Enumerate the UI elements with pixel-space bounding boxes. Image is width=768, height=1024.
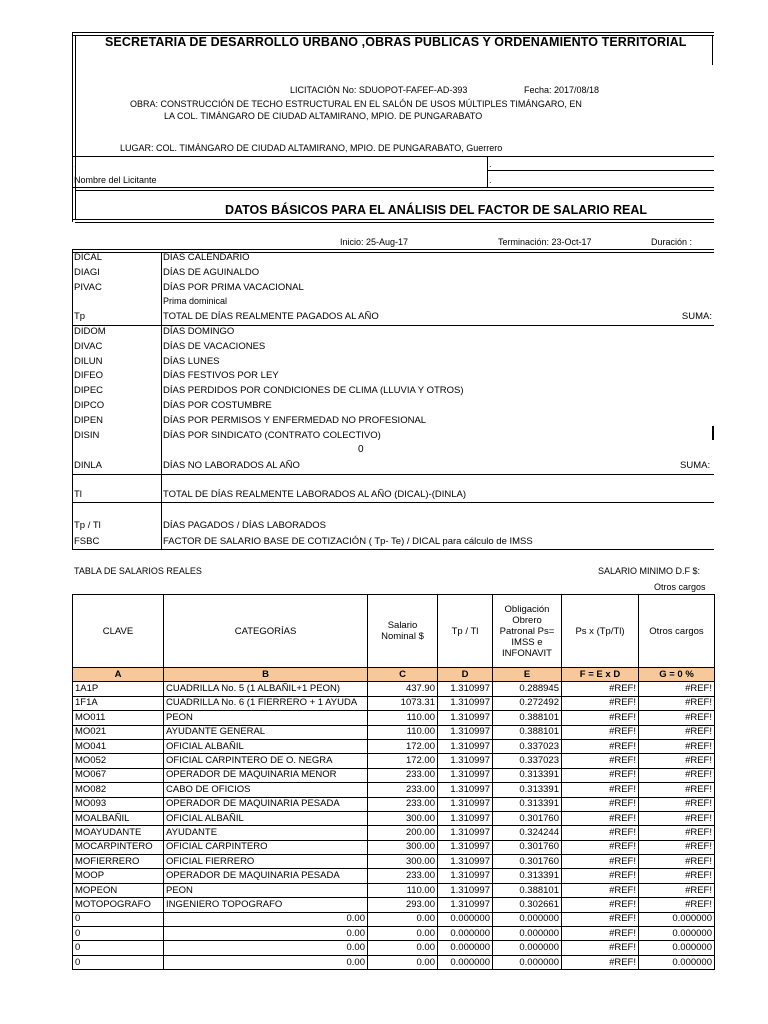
table-cell: 1.310997 [438, 754, 493, 768]
table-cell: MO093 [73, 797, 164, 811]
table-cell: PEON [164, 711, 368, 725]
table-row [73, 912, 715, 926]
table-cell: MOFIERRERO [73, 855, 164, 869]
tptl-key: Tp / Tl [74, 520, 101, 531]
table-row [73, 725, 715, 739]
table-cell: #REF! [562, 941, 639, 955]
table-cell: 1.310997 [438, 768, 493, 782]
salary-table [72, 594, 715, 970]
table-cell: OFICIAL FIERRERO [164, 855, 368, 869]
tl-key: Tl [74, 489, 82, 500]
table-cell: 0.00 [164, 912, 368, 926]
table-cell: 1.310997 [438, 840, 493, 854]
inicio-date: Inicio: 25-Aug-17 [340, 237, 409, 247]
table-cell: 0.00 [368, 912, 438, 926]
table-cell: 1.310997 [438, 711, 493, 725]
code-row: Tp TOTAL DE DÍAS REALMENTE PAGADOS AL AÑO SUMA: [74, 311, 712, 323]
dinla-desc: DÍAS NO LABORADOS AL AÑO [163, 460, 300, 471]
table-row [73, 898, 715, 912]
table-cell: 0.000000 [438, 927, 493, 941]
table-cell: 1.310997 [438, 797, 493, 811]
secretaria-title: SECRETARIA DE DESARROLLO URBANO ,OBRAS PUBLICAS Y ORDENAMIENTO TERRITORIAL [105, 35, 687, 49]
table-cell: #REF! [562, 797, 639, 811]
header-salario: Salario Nominal $ [368, 595, 438, 668]
table-cell: OPERADOR DE MAQUINARIA PESADA [164, 869, 368, 883]
table-cell: AYUDANTE [164, 826, 368, 840]
code-row: DIPEC DÍAS PERDIDOS POR CONDICIONES DE CLIMA (LLUVIA Y OTROS) [74, 385, 464, 397]
table-cell: 0.00 [164, 955, 368, 969]
table-cell: MOALBAÑIL [73, 811, 164, 825]
table-cell: 0.00 [368, 927, 438, 941]
table-cell: 0.301760 [493, 840, 562, 854]
table-cell: CUADRILLA No. 5 (1 ALBAÑIL+1 PEON) [164, 682, 368, 696]
table-cell: #REF! [562, 955, 639, 969]
table-cell: #REF! [562, 869, 639, 883]
header-otros: Otros cargos [639, 595, 715, 668]
table-row [73, 869, 715, 883]
table-cell: 0.000000 [639, 912, 715, 926]
table-cell: MO052 [73, 754, 164, 768]
table-cell: INGENIERO TOPOGRAFO [164, 898, 368, 912]
table-cell: 1073.31 [368, 696, 438, 710]
table-cell: #REF! [562, 754, 639, 768]
fsbc-desc: FACTOR DE SALARIO BASE DE COTIZACIÓN ( Tp- Te) / DICAL para cálculo de IMSS [163, 536, 533, 547]
table-row [73, 739, 715, 753]
table-cell: 0 [73, 941, 164, 955]
table-cell: #REF! [639, 855, 715, 869]
code-row: DIDOM DÍAS DOMINGO [74, 325, 235, 337]
table-cell: #REF! [639, 739, 715, 753]
table-row [73, 941, 715, 955]
table-row [73, 711, 715, 725]
table-cell: 233.00 [368, 768, 438, 782]
table-cell: 233.00 [368, 797, 438, 811]
table-cell: 0.388101 [493, 725, 562, 739]
table-cell: 1.310997 [438, 869, 493, 883]
table-cell: 1.310997 [438, 855, 493, 869]
dinla-suma: SUMA: [680, 460, 711, 471]
table-cell: 1.310997 [438, 739, 493, 753]
table-cell: 0.00 [164, 941, 368, 955]
table-cell: #REF! [639, 840, 715, 854]
table-cell: 1.310997 [438, 682, 493, 696]
table-cell: #REF! [562, 739, 639, 753]
code-row: DILUN DÍAS LUNES [74, 355, 220, 367]
table-cell: 300.00 [368, 840, 438, 854]
code-row: DIAGI DÍAS DE AGUINALDO [74, 266, 260, 278]
table-cell: #REF! [562, 927, 639, 941]
letters-row: A B C D E F = E x D G = 0 % [73, 668, 715, 682]
table-cell: 0.00 [368, 955, 438, 969]
obra-line-1: OBRA: CONSTRUCCIÓN DE TECHO ESTRUCTURAL EN EL SALÓN DE USOS MÚLTIPLES TIMÁNGARO, EN [130, 99, 582, 109]
header-clave: CLAVE [73, 595, 164, 668]
table-cell: 0.301760 [493, 855, 562, 869]
table-cell: 110.00 [368, 711, 438, 725]
table-cell: #REF! [639, 869, 715, 883]
otros-cargos-top: Otros cargos [654, 582, 706, 592]
table-cell: MO082 [73, 783, 164, 797]
table-cell: #REF! [562, 768, 639, 782]
table-cell: 233.00 [368, 783, 438, 797]
table-row [73, 783, 715, 797]
table-cell: #REF! [562, 811, 639, 825]
table-cell: OFICIAL ALBAÑIL [164, 739, 368, 753]
table-cell: 200.00 [368, 826, 438, 840]
table-cell: #REF! [639, 711, 715, 725]
table-cell: 110.00 [368, 725, 438, 739]
duracion-label: Duración : [651, 237, 693, 247]
table-cell: #REF! [562, 883, 639, 897]
header-obligacion: Obligación Obrero Patronal Ps= IMSS e INFONAVIT [493, 595, 562, 668]
table-cell: 0.000000 [639, 941, 715, 955]
table-cell: 172.00 [368, 739, 438, 753]
table-cell: 0.388101 [493, 711, 562, 725]
table-cell: 0.000000 [493, 912, 562, 926]
table-cell: 1.310997 [438, 783, 493, 797]
code-row: Prima dominical [163, 296, 228, 307]
table-cell: MOPEON [73, 883, 164, 897]
table-cell: MO041 [73, 739, 164, 753]
table-cell: 0.288945 [493, 682, 562, 696]
table-cell: 0.313391 [493, 768, 562, 782]
table-cell: 0.000000 [438, 941, 493, 955]
code-row: DICAL DÍAS CALENDARIO [74, 252, 250, 263]
table-cell: PEON [164, 883, 368, 897]
table-cell: #REF! [562, 783, 639, 797]
table-cell: 437.90 [368, 682, 438, 696]
table-cell: 0.00 [164, 927, 368, 941]
tptl-desc: DÍAS PAGADOS / DÍAS LABORADOS [163, 520, 326, 531]
licitacion-number: LICITACIÓN No: SDUOPOT-FAFEF-AD-393 [290, 85, 468, 95]
salario-minimo: SALARIO MINIMO D.F $: [598, 566, 701, 576]
table-cell: 1.310997 [438, 883, 493, 897]
terminacion-date: Terminación: 23-Oct-17 [498, 237, 592, 247]
table-row [73, 797, 715, 811]
header-ps: Ps x (Tp/Tl) [562, 595, 639, 668]
table-row [73, 682, 715, 696]
code-row: DIFEO DÍAS FESTIVOS POR LEY [74, 370, 279, 382]
table-cell: #REF! [639, 768, 715, 782]
table-cell: 0.324244 [493, 826, 562, 840]
table-cell: 300.00 [368, 811, 438, 825]
table-cell: 0.000000 [639, 955, 715, 969]
table-cell: 0.00 [368, 941, 438, 955]
table-cell: #REF! [639, 682, 715, 696]
table-cell: MO021 [73, 725, 164, 739]
table-cell: 1F1A [73, 696, 164, 710]
table-cell: MO067 [73, 768, 164, 782]
table-cell: MOCARPINTERO [73, 840, 164, 854]
table-cell: #REF! [639, 898, 715, 912]
table-cell: 0.337023 [493, 739, 562, 753]
table-cell: 1.310997 [438, 696, 493, 710]
table-cell: 0.313391 [493, 783, 562, 797]
table-cell: #REF! [639, 783, 715, 797]
table-cell: OFICIAL CARPINTERO DE O. NEGRA [164, 754, 368, 768]
table-cell: 1A1P [73, 682, 164, 696]
table-cell: #REF! [639, 797, 715, 811]
table-cell: 1.310997 [438, 826, 493, 840]
tl-desc: TOTAL DE DÍAS REALMENTE LABORADOS AL AÑO (DICAL)-(DINLA) [163, 489, 467, 500]
table-cell: 233.00 [368, 869, 438, 883]
table-cell: 0 [73, 927, 164, 941]
code-row: DIVAC DÍAS DE VACACIONES [74, 340, 266, 352]
table-cell: 1.310997 [438, 898, 493, 912]
table-cell: 0.302661 [493, 898, 562, 912]
table-cell: #REF! [639, 826, 715, 840]
licitante-dot: . [74, 159, 77, 169]
table-cell: 172.00 [368, 754, 438, 768]
zero-value: 0 [358, 444, 364, 455]
table-row [73, 955, 715, 969]
codes-table [72, 251, 714, 443]
table-cell: #REF! [562, 898, 639, 912]
table-cell: 300.00 [368, 855, 438, 869]
code-row: DIPCO DÍAS POR COSTUMBRE [74, 399, 272, 411]
table-row [73, 855, 715, 869]
table-cell: 0.313391 [493, 869, 562, 883]
table-cell: 0.000000 [639, 927, 715, 941]
tabla-title: TABLA DE SALARIOS REALES [74, 566, 202, 576]
table-cell: 0.000000 [438, 955, 493, 969]
table-cell: OFICIAL ALBAÑIL [164, 811, 368, 825]
table-cell: #REF! [562, 912, 639, 926]
header-categorias: CATEGORÍAS [164, 595, 368, 668]
table-cell: #REF! [562, 696, 639, 710]
table-cell: #REF! [562, 682, 639, 696]
table-cell: MOOP [73, 869, 164, 883]
table-cell: 1.310997 [438, 811, 493, 825]
table-row [73, 811, 715, 825]
table-row [73, 883, 715, 897]
table-row [73, 840, 715, 854]
table-cell: #REF! [639, 811, 715, 825]
table-row [73, 768, 715, 782]
table-cell: #REF! [639, 883, 715, 897]
table-cell: MOTOPOGRAFO [73, 898, 164, 912]
table-cell: OFICIAL CARPINTERO [164, 840, 368, 854]
header-tptl: Tp / Tl [438, 595, 493, 668]
table-cell: 0.000000 [438, 912, 493, 926]
table-cell: 0.313391 [493, 797, 562, 811]
table-cell: 0.000000 [493, 955, 562, 969]
code-row: DISIN DÍAS POR SINDICATO (CONTRATO COLECTIVO) [74, 429, 381, 441]
table-cell: 0 [73, 912, 164, 926]
table-cell: #REF! [639, 754, 715, 768]
licitante-dot-3: . [489, 175, 492, 185]
licitante-label: Nombre del Licitante [74, 175, 157, 185]
table-cell: 0.337023 [493, 754, 562, 768]
table-cell: #REF! [562, 725, 639, 739]
dinla-key: DINLA [74, 460, 102, 471]
table-cell: CUADRILLA No. 6 (1 FIERRERO + 1 AYUDA [164, 696, 368, 710]
table-cell: CABO DE OFICIOS [164, 783, 368, 797]
obra-line-2: LA COL. TIMÁNGARO DE CIUDAD ALTAMIRANO, MPIO. DE PUNGARABATO [164, 111, 483, 121]
table-cell: 0.388101 [493, 883, 562, 897]
table-row [73, 826, 715, 840]
table-row [73, 927, 715, 941]
table-cell: OPERADOR DE MAQUINARIA PESADA [164, 797, 368, 811]
table-cell: 1.310997 [438, 725, 493, 739]
table-cell: 0.000000 [493, 927, 562, 941]
licitante-dot-2: . [489, 159, 492, 169]
table-cell: MOAYUDANTE [73, 826, 164, 840]
table-cell: OPERADOR DE MAQUINARIA MENOR [164, 768, 368, 782]
table-cell: #REF! [562, 711, 639, 725]
table-cell: #REF! [562, 840, 639, 854]
table-cell: 0.301760 [493, 811, 562, 825]
table-cell: 0.000000 [493, 941, 562, 955]
code-row: DIPEN DÍAS POR PERMISOS Y ENFERMEDAD NO PROFESIONAL [74, 414, 427, 426]
table-cell: #REF! [639, 696, 715, 710]
table-row [73, 754, 715, 768]
table-row [73, 696, 715, 710]
table-cell: #REF! [562, 826, 639, 840]
fecha: Fecha: 2017/08/18 [524, 85, 600, 95]
table-cell: 110.00 [368, 883, 438, 897]
table-cell: #REF! [562, 855, 639, 869]
lugar: LUGAR: COL. TIMÁNGARO DE CIUDAD ALTAMIRANO, MPIO. DE PUNGARABATO, Guerrero [120, 143, 503, 153]
section-title: DATOS BÁSICOS PARA EL ANÁLISIS DEL FACTOR DE SALARIO REAL [225, 203, 648, 217]
fsbc-key: FSBC [74, 536, 100, 547]
table-cell: AYUDANTE GENERAL [164, 725, 368, 739]
code-row: PIVAC DÍAS POR PRIMA VACACIONAL [74, 281, 304, 293]
table-cell: 0.272492 [493, 696, 562, 710]
table-cell: MO011 [73, 711, 164, 725]
table-cell: 293.00 [368, 898, 438, 912]
table-cell: #REF! [639, 725, 715, 739]
table-cell: 0 [73, 955, 164, 969]
